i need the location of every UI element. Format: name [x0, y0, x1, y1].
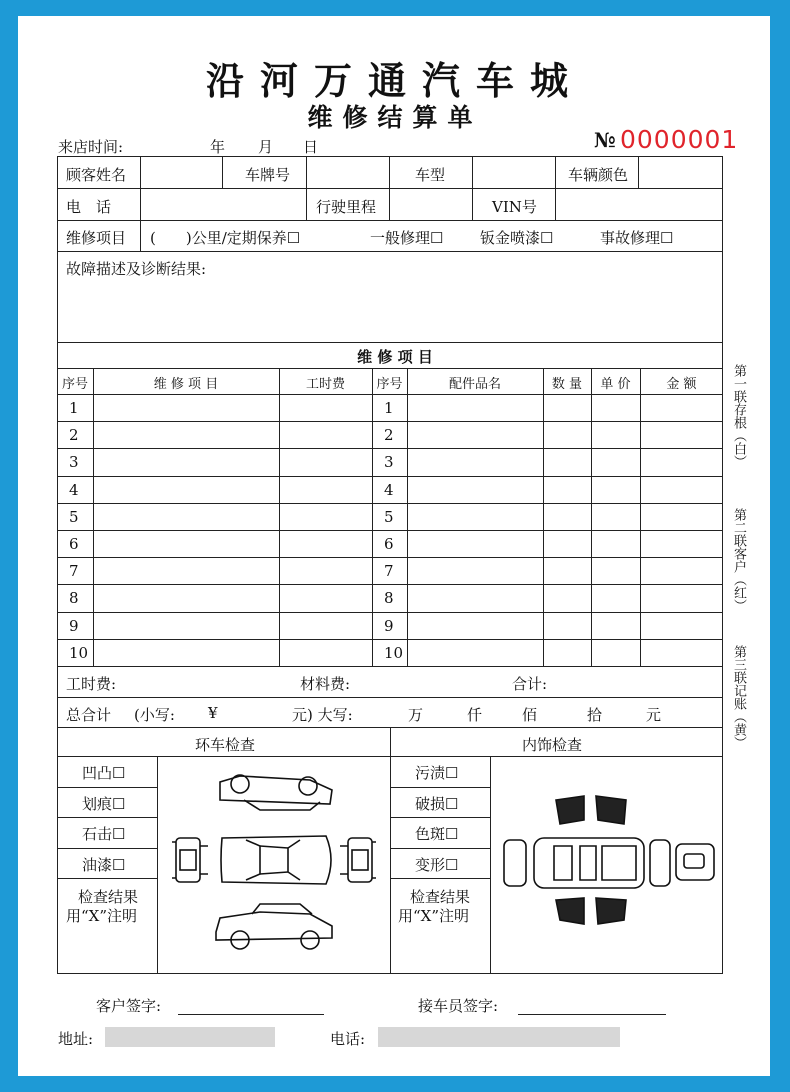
divider — [57, 251, 723, 252]
divider — [57, 394, 723, 395]
row-number: 8 — [384, 589, 394, 608]
grid-line — [222, 156, 223, 188]
grid-line — [57, 878, 157, 879]
grid-line — [390, 878, 490, 879]
row-number: 9 — [69, 616, 79, 635]
row-number: 8 — [69, 589, 79, 608]
row-divider — [57, 476, 723, 477]
grid-line — [306, 156, 307, 220]
row-number: 5 — [384, 507, 394, 526]
sheet-paint-option[interactable]: 钣金喷漆☐ — [480, 229, 554, 247]
interior-check-item[interactable]: 污渍☐ — [415, 764, 459, 782]
row-number: 1 — [69, 399, 79, 417]
model-label: 车型 — [415, 166, 446, 184]
grand-total-label: 总合计 — [66, 706, 112, 724]
row-divider — [57, 503, 723, 504]
row-number: 6 — [384, 535, 394, 553]
grid-line — [490, 756, 491, 974]
exterior-check-item[interactable]: 石击☐ — [82, 825, 126, 843]
arrival-time-label: 来店时间: — [58, 138, 124, 156]
receiver-sign-line[interactable] — [518, 1014, 666, 1015]
row-number: 10 — [384, 643, 404, 662]
exterior-check-item[interactable]: 凹凸☐ — [82, 764, 126, 782]
grid-line — [591, 368, 592, 666]
exterior-car-diagram — [160, 760, 388, 970]
row-divider — [57, 639, 723, 640]
divider — [57, 368, 723, 369]
grid-line — [407, 368, 408, 666]
copy3-text: 第三联记账（黄） — [731, 645, 746, 749]
row-divider — [57, 448, 723, 449]
row-divider — [57, 530, 723, 531]
customer-sign-line[interactable] — [178, 1014, 324, 1015]
address-field[interactable] — [105, 1027, 275, 1047]
grid-line — [57, 848, 157, 849]
unit-bai: 佰 — [522, 706, 538, 724]
plate-label: 车牌号 — [245, 166, 291, 184]
unit-shi: 拾 — [587, 706, 603, 724]
column-header: 单 价 — [600, 377, 631, 392]
copy1-note — [730, 364, 746, 473]
interior-inspection-title: 内饰检查 — [522, 736, 583, 754]
row-divider — [57, 584, 723, 585]
unit-wan: 万 — [408, 706, 424, 724]
column-header: 序号 — [61, 377, 88, 392]
company-name: 沿河万通汽车城 — [205, 58, 584, 103]
fault-description-label: 故障描述及诊断结果: — [66, 260, 207, 278]
color-label: 车辆颜色 — [568, 166, 629, 184]
serial-prefix: № — [594, 128, 616, 152]
general-repair-option[interactable]: 一般修理☐ — [370, 229, 444, 247]
copy1-text: 第一联存根（白） — [731, 364, 746, 468]
grid-line — [390, 848, 490, 849]
grid-line — [390, 817, 490, 818]
grid-line — [390, 787, 490, 788]
row-number: 2 — [69, 426, 79, 445]
grid-line — [543, 368, 544, 666]
grid-line — [157, 756, 158, 974]
grid-line — [640, 368, 641, 666]
vin-label: VIN号 — [492, 198, 537, 216]
exterior-inspection-title: 环车检查 — [195, 736, 256, 754]
customer-sign-label: 客户签字: — [96, 997, 162, 1015]
material-total-label: 材料费: — [300, 675, 351, 693]
row-number: 7 — [69, 562, 79, 581]
row-number: 5 — [69, 507, 79, 526]
interior-car-diagram — [494, 760, 720, 970]
yen-sign: ¥ — [208, 704, 218, 722]
grid-line — [472, 156, 473, 220]
phone-footer-label: 电话: — [330, 1030, 366, 1048]
exterior-check-item[interactable]: 油漆☐ — [82, 855, 126, 874]
grid-line — [57, 817, 157, 818]
grid-line — [279, 368, 280, 666]
divider — [57, 342, 723, 343]
row-number: 2 — [384, 426, 394, 445]
labor-total-label: 工时费: — [66, 675, 117, 693]
grid-line — [638, 156, 639, 188]
divider — [57, 666, 723, 667]
mileage-label: 行驶里程 — [316, 198, 377, 216]
row-number: 4 — [69, 480, 79, 499]
subtotal-label: 合计: — [512, 675, 548, 693]
int-result-line2: 用“X”注明 — [398, 907, 470, 925]
upper-case-label: 元) 大写: — [292, 706, 353, 724]
items-section-title: 维 修 项 目 — [357, 348, 433, 366]
interior-check-item[interactable]: 色斑☐ — [415, 825, 459, 843]
row-divider — [57, 557, 723, 558]
divider — [57, 220, 723, 221]
serial-number: 0000001 — [620, 125, 739, 154]
exterior-check-item[interactable]: 划痕☐ — [82, 794, 126, 813]
phone-label: 电 话 — [66, 198, 112, 216]
copy3-note — [730, 645, 746, 754]
phone-field[interactable] — [378, 1027, 620, 1047]
lower-case-label: (小写: — [134, 706, 175, 724]
row-number: 9 — [384, 616, 394, 635]
km-maintenance-option[interactable]: ( )公里/定期保养☐ — [150, 229, 301, 247]
grid-line — [372, 368, 373, 666]
grid-line — [140, 220, 141, 251]
row-number: 10 — [69, 643, 89, 662]
ext-result-line1: 检查结果 — [78, 888, 139, 906]
month-label: 月 — [258, 138, 274, 156]
row-divider — [57, 612, 723, 613]
grid-line — [555, 156, 556, 220]
copy2-note — [730, 508, 746, 617]
grid-line — [390, 727, 391, 974]
unit-qian: 仟 — [467, 706, 483, 724]
grid-line — [57, 787, 157, 788]
accident-repair-option[interactable]: 事故修理☐ — [600, 229, 674, 247]
column-header: 序号 — [376, 377, 403, 392]
ext-result-line2: 用“X”注明 — [66, 907, 138, 925]
column-header: 金 额 — [666, 377, 697, 392]
year-label: 年 — [210, 138, 226, 156]
day-label: 日 — [303, 138, 319, 156]
column-header: 数 量 — [551, 377, 583, 392]
grid-line — [93, 368, 94, 666]
column-header: 工时费 — [305, 377, 345, 392]
address-label: 地址: — [58, 1030, 94, 1048]
grid-line — [140, 156, 141, 220]
row-divider — [57, 421, 723, 422]
column-header: 配件品名 — [448, 377, 501, 392]
row-number: 3 — [384, 453, 394, 472]
divider — [57, 697, 723, 698]
row-number: 6 — [69, 535, 79, 553]
grid-line — [389, 156, 390, 220]
row-number: 4 — [384, 480, 394, 499]
customer-name-label: 顾客姓名 — [66, 166, 127, 184]
form-title: 维修结算单 — [307, 103, 483, 132]
repair-item-label: 维修项目 — [66, 229, 127, 247]
column-header: 维 修 项 目 — [153, 377, 219, 392]
receiver-sign-label: 接车员签字: — [418, 997, 499, 1015]
row-number: 7 — [384, 562, 394, 581]
interior-check-item[interactable]: 变形☐ — [415, 855, 459, 874]
divider — [57, 188, 723, 189]
row-number: 1 — [384, 399, 394, 417]
unit-yuan: 元 — [646, 706, 662, 724]
copy2-text: 第二联客户（红） — [731, 508, 746, 612]
interior-check-item[interactable]: 破损☐ — [415, 794, 459, 813]
int-result-line1: 检查结果 — [410, 888, 471, 906]
row-number: 3 — [69, 453, 79, 472]
